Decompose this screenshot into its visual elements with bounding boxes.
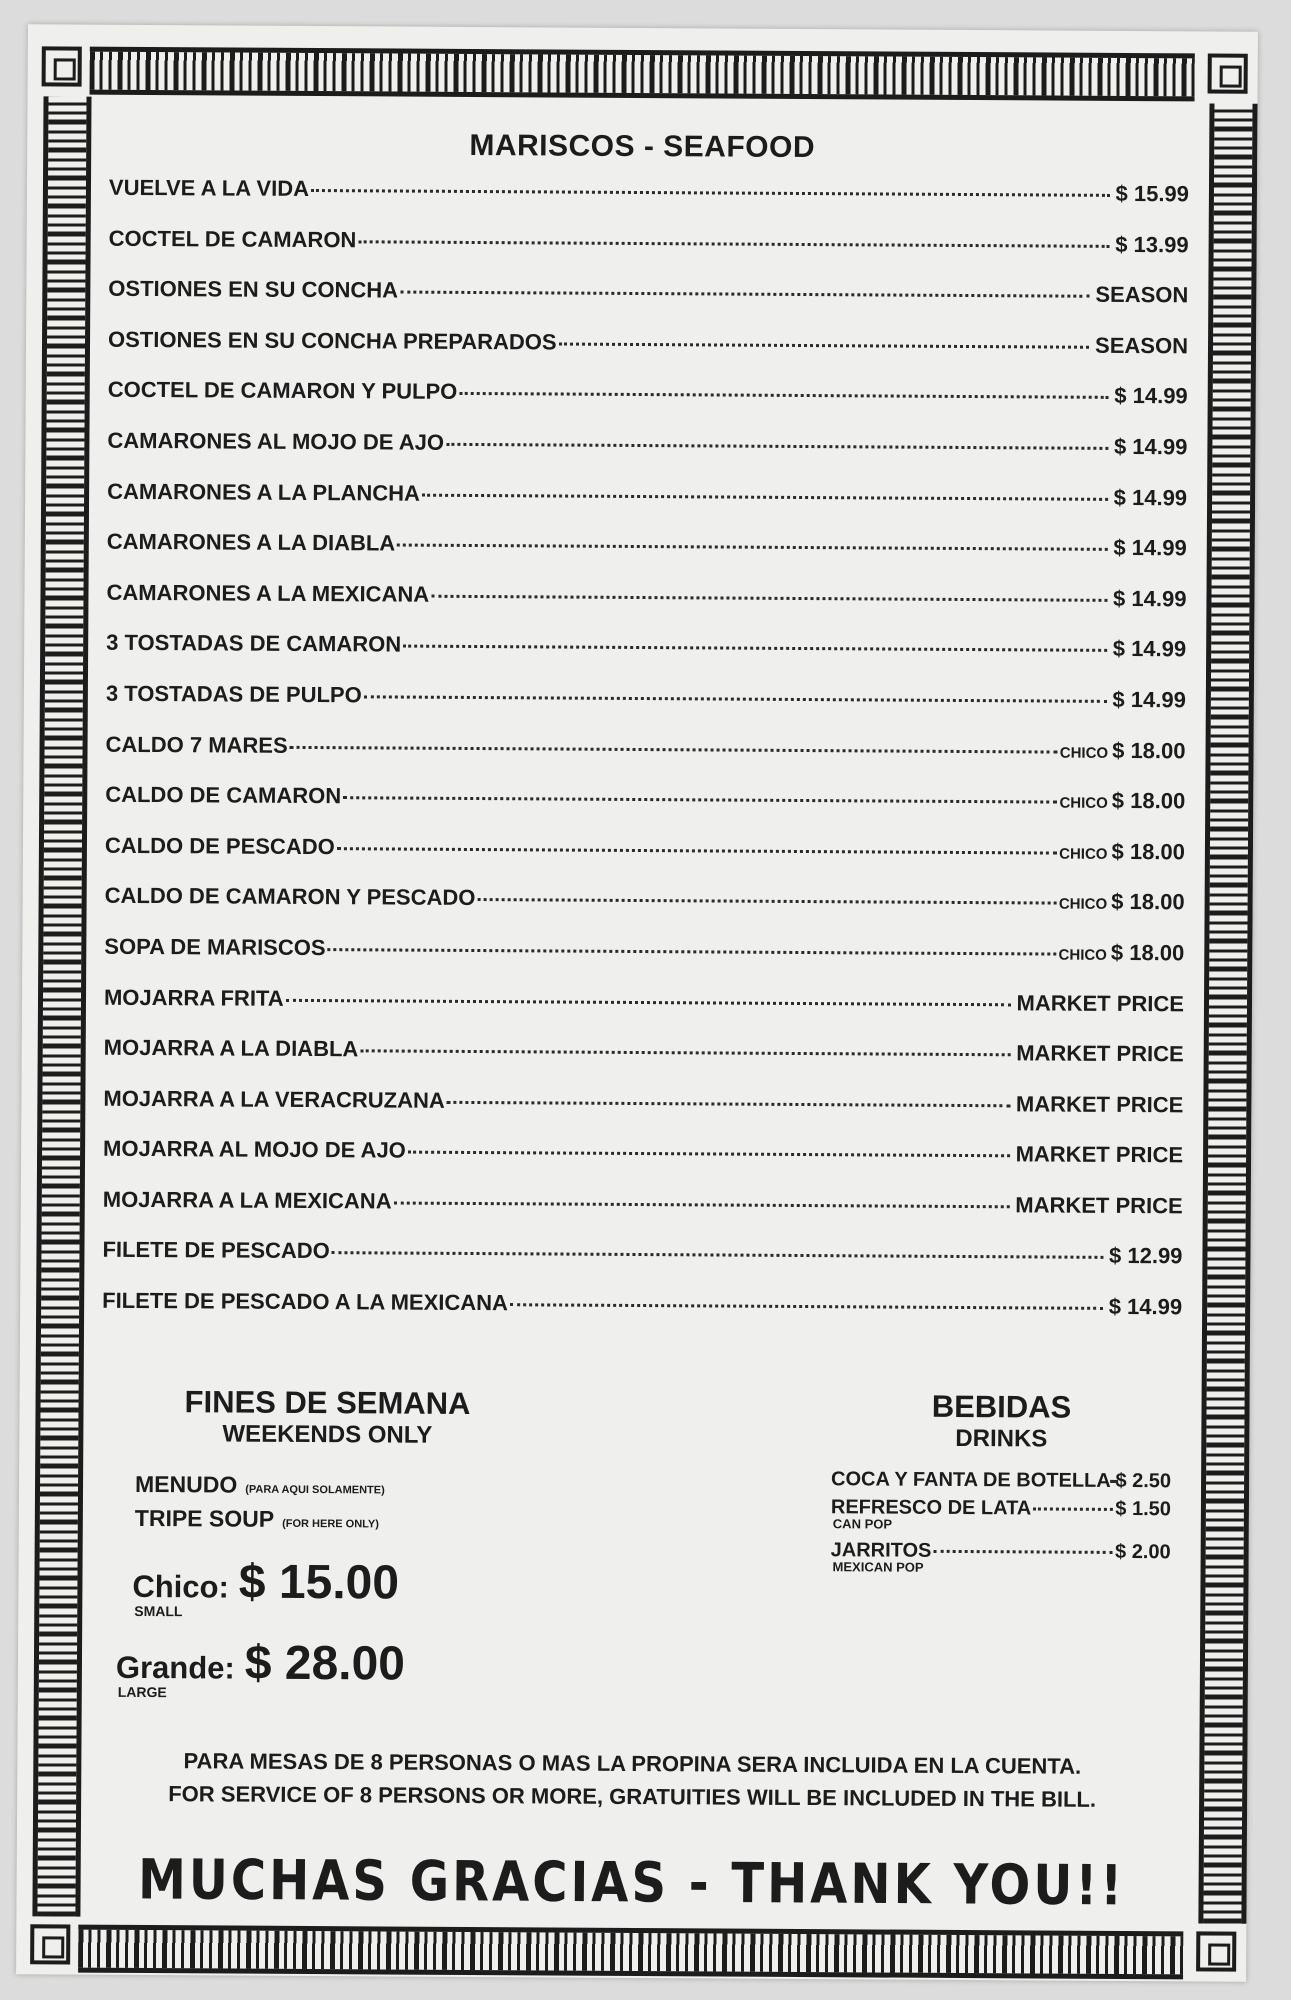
- menu-item-price-value: MARKET PRICE: [1015, 1141, 1184, 1168]
- menu-page: [16, 24, 1258, 1981]
- drinks-subtitle: DRINKS: [955, 1424, 1048, 1453]
- dot-leader: [1113, 1480, 1114, 1483]
- drink-price: $ 2.00: [1114, 1540, 1171, 1563]
- greek-key-border-top: [90, 47, 1195, 102]
- dot-leader: [311, 189, 1110, 197]
- grande-price: $ 28.00: [244, 1636, 406, 1691]
- menu-item-name: MOJARRA A LA MEXICANA: [102, 1186, 392, 1214]
- drink-sub: MEXICAN POP: [832, 1558, 924, 1575]
- dot-leader: [394, 1201, 1010, 1208]
- weekend-title: FINES DE SEMANA: [184, 1383, 471, 1421]
- menu-item-price: [1111, 181, 1189, 207]
- tripe-label: TRIPE SOUP: [134, 1504, 275, 1532]
- menu-item: [105, 782, 1185, 839]
- corner-ornament: [42, 46, 82, 86]
- menu-item-name: MOJARRA FRITA: [103, 984, 284, 1011]
- menu-item-size: CHICO: [1059, 845, 1108, 863]
- menu-item: [109, 175, 1189, 232]
- menu-item-name: 3 TOSTADAS DE CAMARON: [106, 630, 402, 657]
- lower-section: [88, 1383, 1180, 1730]
- dot-leader: [1033, 1507, 1113, 1510]
- menu-item: [108, 225, 1188, 282]
- menu-item-name: OSTIONES EN SU CONCHA PREPARADOS: [107, 326, 557, 355]
- menu-item-name: MOJARRA AL MOJO DE AJO: [103, 1136, 406, 1163]
- menu-item-price-value: $ 15.99: [1115, 180, 1190, 207]
- dot-leader: [422, 493, 1108, 500]
- menu-item: [107, 529, 1187, 586]
- menu-item-name: CAMARONES A LA DIABLA: [106, 528, 396, 556]
- menu-item-name: CAMARONES AL MOJO DE AJO: [107, 427, 445, 455]
- drink-price: $ 1.50: [1115, 1497, 1171, 1520]
- section-title: MARISCOS - SEAFOOD: [469, 128, 816, 165]
- menu-item-name: COCTEL DE CAMARON Y PULPO: [107, 377, 458, 405]
- menu-item-price-value: $ 18.00: [1112, 737, 1186, 763]
- dot-leader: [343, 796, 1057, 803]
- dot-leader: [510, 1303, 1103, 1310]
- grande-sub: LARGE: [117, 1683, 167, 1700]
- menu-item-price-value: $ 14.99: [1113, 535, 1187, 561]
- menu-item-name: FILETE DE PESCADO A LA MEXICANA: [102, 1287, 509, 1316]
- menu-item-price: [1105, 1294, 1183, 1320]
- menu-item-price: [1108, 687, 1186, 713]
- drink-sub: CAN POP: [832, 1515, 893, 1532]
- drinks-section: [830, 1388, 1171, 1584]
- menu-item-price: [1091, 282, 1188, 309]
- seafood-menu-list: [90, 175, 1189, 1345]
- greek-key-border-right: [1198, 103, 1257, 1923]
- greek-key-border-left: [32, 96, 91, 1916]
- menu-item-name: OSTIONES EN SU CONCHA: [108, 275, 399, 303]
- corner-ornament: [1208, 53, 1248, 93]
- menu-item-price: [1111, 231, 1189, 257]
- menu-item-price: [1110, 434, 1188, 460]
- menu-item-price-value: MARKET PRICE: [1015, 1091, 1184, 1118]
- menu-item-size: CHICO: [1058, 946, 1107, 964]
- menu-item-price-value: $ 13.99: [1115, 231, 1189, 257]
- menu-item-price-value: MARKET PRICE: [1016, 1040, 1184, 1067]
- menu-item-price-value: SEASON: [1095, 332, 1189, 359]
- drink-price: $ 2.50: [1115, 1469, 1172, 1492]
- menu-item: [105, 731, 1185, 788]
- menu-item-price-value: $ 18.00: [1110, 939, 1185, 966]
- menu-item: [103, 1187, 1183, 1244]
- menu-item-price: [1091, 333, 1188, 360]
- menu-item: [106, 630, 1186, 687]
- menu-item: [105, 832, 1185, 889]
- dot-leader: [447, 1101, 1010, 1107]
- menu-item-name: VUELVE A LA VIDA: [108, 174, 310, 201]
- tripe-note: (FOR HERE ONLY): [282, 1517, 379, 1531]
- dot-leader: [400, 291, 1089, 298]
- menu-item-price-value: $ 14.99: [1112, 636, 1187, 662]
- gratuity-english: FOR SERVICE OF 8 PERSONS OR MORE, GRATUITIES WILL BE INCLUDED IN THE BILL.: [168, 1780, 1097, 1812]
- menu-item-name: 3 TOSTADAS DE PULPO: [105, 680, 362, 708]
- menu-item-price: [1059, 788, 1185, 815]
- menu-item-price-value: MARKET PRICE: [1015, 1192, 1183, 1219]
- menu-item-price: [1059, 838, 1185, 865]
- drink-item: [831, 1468, 1171, 1493]
- menu-item-price: [1012, 1142, 1184, 1169]
- menudo-description: [135, 1470, 537, 1540]
- menu-item-price-value: $ 14.99: [1114, 383, 1188, 409]
- menu-item-price: [1110, 383, 1188, 409]
- menu-item: [104, 984, 1184, 1041]
- chico-label: Chico:: [132, 1568, 229, 1605]
- drinks-title: BEBIDAS: [931, 1388, 1072, 1425]
- dot-leader: [431, 594, 1107, 601]
- greek-key-border-bottom: [78, 1925, 1183, 1980]
- menu-item: [106, 681, 1186, 738]
- gratuity-spanish: PARA MESAS DE 8 PERSONAS O MAS LA PROPINA SERA INCLUIDA EN LA CUENTA.: [183, 1747, 1082, 1779]
- dot-leader: [286, 998, 1011, 1005]
- menu-item: [108, 377, 1188, 434]
- menu-item: [107, 428, 1187, 485]
- chico-sub: SMALL: [134, 1602, 183, 1619]
- menu-item-price-value: $ 18.00: [1111, 838, 1186, 865]
- menu-item-name: CAMARONES A LA PLANCHA: [107, 478, 421, 506]
- chico-price-line: [132, 1554, 536, 1621]
- menu-item-price: [1060, 737, 1186, 764]
- dot-leader: [364, 695, 1107, 703]
- menu-item-price-value: $ 14.99: [1112, 686, 1186, 713]
- menu-item-name: CALDO DE PESCADO: [104, 832, 335, 859]
- menu-item-name: MOJARRA A LA DIABLA: [103, 1034, 359, 1062]
- menu-item: [104, 934, 1184, 991]
- menu-item: [108, 276, 1188, 333]
- menu-content: [86, 95, 1190, 1918]
- menu-item-name: MOJARRA A LA VERACRUZANA: [103, 1085, 445, 1113]
- menu-item-name: CALDO 7 MARES: [105, 731, 288, 758]
- drink-name: JARRITOS: [830, 1538, 932, 1562]
- menu-item-price: [1105, 1243, 1183, 1269]
- dot-leader: [328, 948, 1057, 955]
- menu-item-name: CAMARONES A LA MEXICANA: [106, 579, 430, 607]
- menu-item-price: [1012, 990, 1184, 1017]
- drink-name: REFRESCO DE LATA: [830, 1495, 1032, 1520]
- dot-leader: [290, 745, 1058, 753]
- menu-item: [104, 883, 1184, 940]
- dot-leader: [358, 240, 1109, 248]
- dot-leader: [397, 544, 1107, 551]
- menu-item-price-value: $ 12.99: [1108, 1243, 1183, 1269]
- menu-item-price: [1012, 1040, 1184, 1067]
- weekend-special: [116, 1383, 538, 1702]
- menu-item-price: [1110, 484, 1188, 510]
- dot-leader: [408, 1151, 1010, 1158]
- dot-leader: [360, 1049, 1010, 1056]
- menu-item-price: [1058, 939, 1184, 966]
- dot-leader: [477, 898, 1056, 905]
- menu-item-size: CHICO: [1059, 744, 1109, 762]
- dot-leader: [446, 443, 1108, 450]
- menu-item: [107, 478, 1187, 535]
- menu-item: [103, 1085, 1183, 1142]
- menu-item-name: CALDO DE CAMARON Y PESCADO: [104, 883, 476, 911]
- menu-item-price-value: $ 14.99: [1108, 1293, 1183, 1320]
- menu-item: [103, 1136, 1183, 1193]
- menu-item-name: SOPA DE MARISCOS: [104, 933, 326, 961]
- dot-leader: [459, 392, 1108, 399]
- menu-item: [102, 1237, 1182, 1294]
- menu-item-name: CALDO DE CAMARON: [105, 781, 342, 809]
- menu-item-price: [1109, 636, 1187, 662]
- dot-leader: [332, 1252, 1103, 1260]
- dot-leader: [337, 847, 1057, 854]
- dot-leader: [403, 645, 1107, 652]
- menudo-label: MENUDO: [134, 1470, 238, 1498]
- dot-leader: [559, 342, 1089, 348]
- menu-item-price-value: $ 14.99: [1112, 585, 1187, 612]
- menu-item-price: [1012, 1091, 1184, 1118]
- menu-item-price: [1109, 535, 1187, 561]
- gratuity-notice: [87, 1743, 1177, 1816]
- menu-item-price: [1059, 889, 1185, 916]
- menu-item-price-value: $ 18.00: [1111, 788, 1186, 814]
- menu-item: [103, 1035, 1183, 1092]
- menu-item-size: CHICO: [1059, 794, 1108, 812]
- chico-price: $ 15.00: [238, 1555, 400, 1610]
- menu-item-price-value: MARKET PRICE: [1016, 989, 1185, 1016]
- menu-item-name: COCTEL DE CAMARON: [108, 225, 357, 252]
- weekend-subtitle: WEEKENDS ONLY: [222, 1420, 433, 1449]
- menu-item-price-value: $ 14.99: [1113, 433, 1188, 460]
- menu-item-price-value: $ 18.00: [1111, 889, 1185, 915]
- menu-item-size: CHICO: [1058, 895, 1108, 914]
- menu-item-price-value: $ 14.99: [1113, 484, 1188, 510]
- menu-item: [108, 327, 1188, 384]
- menu-item-name: FILETE DE PESCADO: [102, 1237, 330, 1264]
- menu-item: [106, 580, 1186, 637]
- grande-price-line: [116, 1634, 536, 1702]
- corner-ornament: [1196, 1931, 1236, 1971]
- thank-you-banner: MUCHAS GRACIAS - THANK YOU!!: [137, 1847, 1126, 1918]
- corner-ornament: [30, 1924, 70, 1964]
- menu-item-price-value: SEASON: [1095, 281, 1189, 308]
- drink-name: COCA Y FANTA DE BOTELLA: [831, 1467, 1111, 1492]
- menudo-note: (PARA AQUI SOLAMENTE): [245, 1483, 385, 1497]
- menu-item: [102, 1288, 1182, 1345]
- menu-item-price: [1011, 1192, 1183, 1219]
- grande-label: Grande:: [115, 1649, 235, 1686]
- dot-leader: [933, 1549, 1113, 1553]
- menu-item-price: [1109, 586, 1187, 612]
